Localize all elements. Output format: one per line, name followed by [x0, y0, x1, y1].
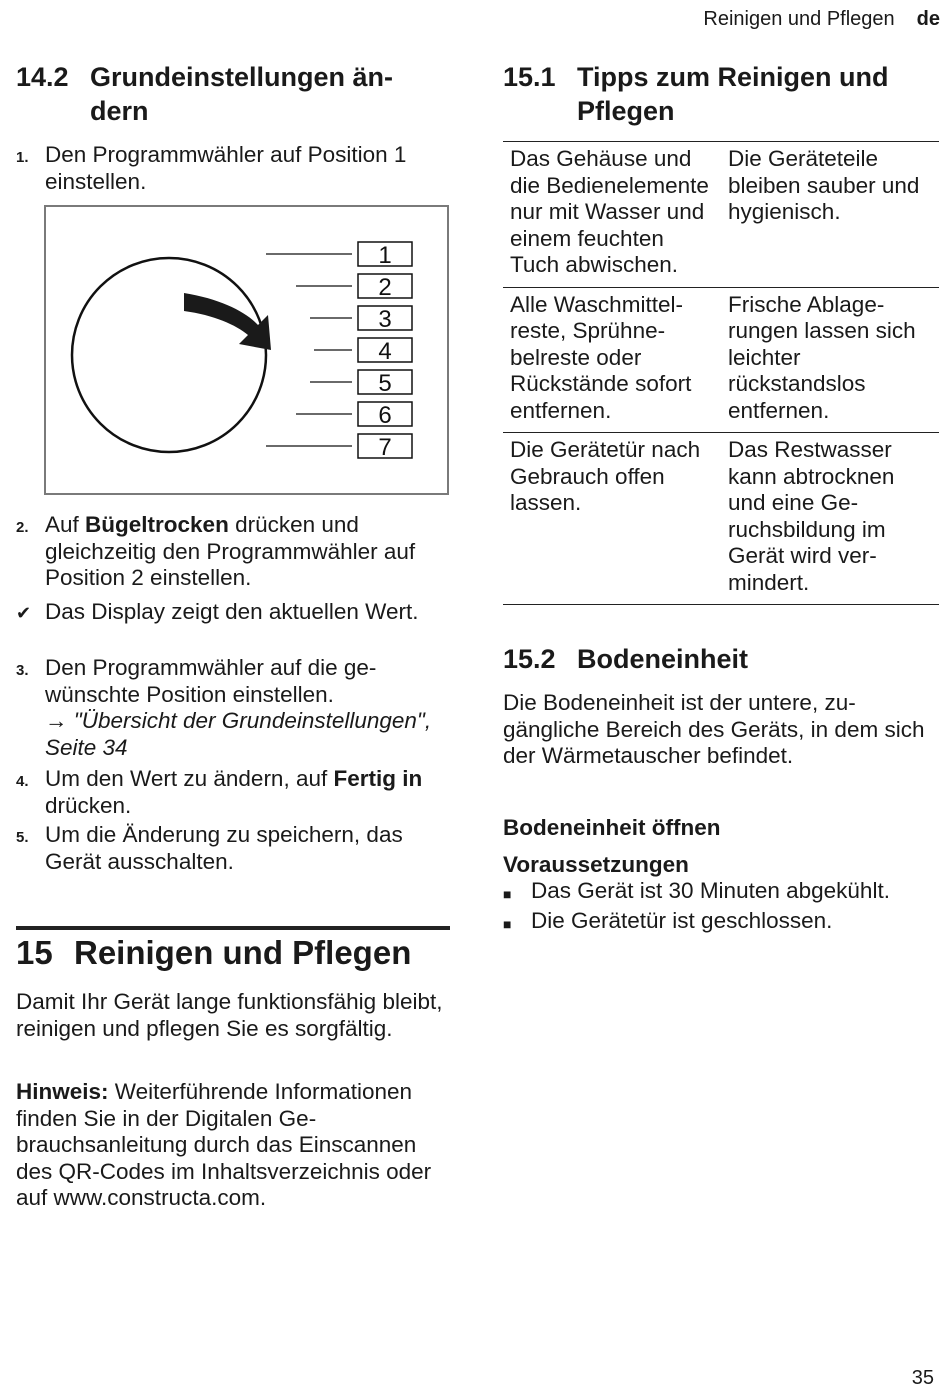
section-15-2-heading [503, 642, 939, 676]
button-label-fertig-in: Fertig in [333, 766, 423, 791]
chapter-title: Reinigen und Pflegen [74, 934, 412, 971]
page-number: 35 [911, 1367, 934, 1389]
step-text: Den Programmwähler auf Position 1 einstellen. [45, 142, 407, 194]
table-row [503, 142, 939, 288]
program-dial-illustration [46, 207, 447, 493]
requirements-list [503, 878, 939, 937]
dial-position-2: 2 [378, 274, 392, 301]
step-text: Den Programmwähler auf die gewünschte Position einstellen. [45, 655, 377, 707]
section-title: Tipps zum Reinigen und Pflegen [577, 62, 889, 126]
running-header [703, 8, 940, 31]
table-cell-benefit: Das Restwasser kann abtrocknen und eine Geruchsbildung im Gerät wird vermindert. [721, 433, 939, 605]
note-text: Weiterführende Informationen finden Sie in der Digitalen Gebrauchsanleitung durch das Einscannen des QR-Codes im Inhaltsverzeichnis oder auf www.constructa.com. [16, 1079, 432, 1210]
cross-reference-link[interactable]: → "Übersicht der Grundeinstellungen", Seite 34 [45, 708, 432, 760]
section-14-2-heading [16, 60, 450, 128]
button-label-buegeltrocken: Bügeltrocken [85, 512, 229, 537]
chapter-number: 15 [16, 934, 53, 971]
step-number: 3. [16, 662, 29, 679]
dial-position-7: 7 [378, 434, 392, 461]
table-cell-action: Alle Waschmittelreste, Sprühnebelreste oder Rückstände sofort entfernen. [503, 287, 721, 433]
bullet-square-icon: ■ [503, 915, 512, 932]
step-text: drücken und gleichzeitig den Programmwähler auf Position 2 einstellen. [45, 512, 416, 590]
section-15-1-heading [503, 60, 939, 128]
table-cell-action: Die Gerätetür nach Gebrauch offen lassen. [503, 433, 721, 605]
program-dial-figure [44, 205, 449, 495]
dial-circle [72, 258, 266, 452]
step-4 [16, 766, 450, 819]
step-number: 2. [16, 519, 29, 536]
section-number: 15.1 [503, 62, 556, 92]
list-item [503, 908, 939, 938]
section-number: 15.2 [503, 644, 556, 674]
result-line [16, 599, 450, 627]
note-paragraph [16, 1079, 450, 1212]
header-section: Reinigen und Pflegen [703, 8, 895, 30]
tips-table [503, 141, 939, 605]
note-label: Hinweis: [16, 1079, 109, 1104]
subheading-open [503, 815, 939, 841]
section-15-2-intro: Die Bodeneinheit ist der untere, zugängliche Bereich des Geräts, in dem sich der Wärmetauscher befindet. [503, 690, 925, 768]
step-text: Auf [45, 512, 86, 537]
dial-position-6: 6 [378, 402, 392, 429]
table-row [503, 433, 939, 605]
step-5 [16, 822, 450, 875]
subheading-text: Bodeneinheit öffnen [503, 815, 721, 840]
step-2 [16, 512, 450, 592]
section-number: 14.2 [16, 62, 69, 92]
table-row [503, 287, 939, 433]
list-item [503, 878, 939, 908]
step-text: Um die Änderung zu speichern, das Gerät ausschalten. [45, 822, 403, 874]
dial-position-4: 4 [378, 338, 392, 365]
dial-position-5: 5 [378, 370, 392, 397]
table-cell-benefit: Die Geräteteile bleiben sauber und hygienisch. [721, 142, 939, 288]
dial-position-3: 3 [378, 306, 392, 333]
result-text: Das Display zeigt den aktuellen Wert. [45, 599, 419, 624]
step-1 [16, 142, 450, 195]
step-text: Um den Wert zu ändern, auf [45, 766, 334, 791]
step-3 [16, 655, 450, 761]
bullet-square-icon: ■ [503, 886, 512, 902]
chapter-intro: Damit Ihr Gerät lange funktionsfähig bleibt, reinigen und pflegen Sie es sorgfältig. [16, 989, 443, 1041]
table-cell-action: Das Gehäuse und die Bedienelemente nur mit Wasser und einem feuchten Tuch abwischen. [503, 142, 721, 288]
section-title: Grundeinstellungen ändern [90, 62, 394, 126]
chapter-15-heading [16, 933, 450, 973]
list-item-text: Das Gerät ist 30 Minuten abgekühlt. [531, 878, 890, 903]
table-cell-benefit: Frische Ablagerungen lassen sich leichter rückstandslos entfernen. [721, 287, 939, 433]
list-item-text: Die Gerätetür ist geschlossen. [531, 907, 833, 933]
header-language: de [916, 8, 940, 30]
step-text: drücken. [45, 792, 132, 818]
check-icon: ✔ [16, 603, 32, 623]
step-number: 5. [16, 829, 29, 846]
dial-position-1: 1 [378, 242, 392, 269]
rotation-arrow-icon [184, 293, 271, 350]
step-number: 1. [16, 149, 29, 166]
chapter-rule [16, 926, 450, 930]
requirements-heading [503, 852, 939, 878]
step-number: 4. [16, 773, 29, 790]
section-title: Bodeneinheit [577, 644, 749, 674]
requirements-title: Voraussetzungen [503, 852, 689, 877]
